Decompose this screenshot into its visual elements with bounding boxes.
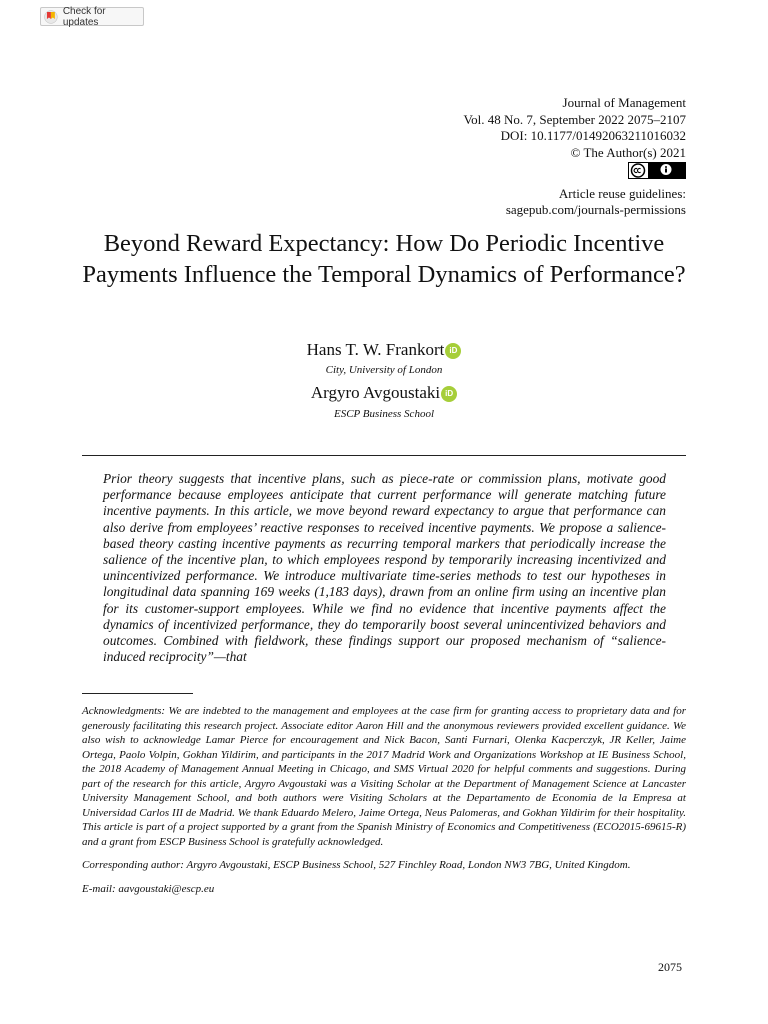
acknowledgments-note: Acknowledgments: We are indebted to the management and employees at the case firm for granting access to proprietary data and for generously facilitating this research project. Associate editor Aaron Hill and the anonymous reviewers provided excellent guidance. We also wish to acknowledge Lamar Pierce for encouragement and Nick Bacon, Santi Furnari, Olenka Kacperczyk, JR Keller, Jaime Ortega, Paolo Volpin, Gokhan Yildirim, and participants in the 2017 Madrid Work and Organizations Workshop at IE Business School, the 2018 Academy of Management Annual Meeting in Chicago, and SMS Virtual 2020 for helpful comments and suggestions. During part of the research for this article, Argyro Avgoustaki was a Visiting Scholar at the Department of Management Science at Lancaster University Management School, and both authors were Visiting Scholars at the Departamento de Economia de la Empresa at Universidad Carlos III de Madrid. We thank Eduardo Melero, Jaime Ortega, Neus Palomeras, and Gokhan Yildirim for their hospitality. This article is part of a project supported by a grant from the Spanish Ministry of Economics and Competitiveness (ECO2015-69615-R) and a grant from ESCP Business School is gratefully acknowledged. — [82, 705, 686, 848]
journal-name: Journal of Management — [562, 95, 686, 110]
author-name-1: Hans T. W. Frankort — [306, 340, 445, 359]
orcid-icon[interactable]: iD — [441, 386, 457, 402]
check-for-updates-button[interactable] — [40, 7, 144, 26]
author-block-2 — [0, 383, 768, 421]
orcid-icon[interactable]: iD — [445, 343, 461, 359]
email-note[interactable]: E-mail: aavgoustaki@escp.eu — [82, 882, 215, 895]
footnotes — [82, 704, 686, 905]
journal-info — [463, 95, 686, 219]
author-affiliation-2: ESCP Business School — [333, 408, 434, 420]
abstract-top-rule — [82, 455, 686, 456]
article-title: Beyond Reward Expectancy: How Do Periodic Incentive Payments Influence the Temporal Dynamics of Performance? — [82, 230, 686, 288]
journal-copyright: © The Author(s) 2021 — [570, 144, 686, 160]
journal-volume: Vol. 48 No. 7, September 2022 2075–2107 — [463, 111, 686, 127]
footnote-rule — [82, 693, 193, 694]
page-number: 2075 — [658, 960, 682, 974]
reuse-guidelines-link[interactable]: sagepub.com/journals-permissions — [505, 202, 686, 217]
check-for-updates-label: Check for updates — [62, 5, 106, 28]
journal-doi[interactable]: DOI: 10.1177/01492063211016032 — [500, 128, 686, 143]
reuse-guidelines-label: Article reuse guidelines: — [558, 185, 686, 201]
author-block-1 — [0, 340, 768, 377]
corresponding-author-note: Corresponding author: Argyro Avgoustaki, ESCP Business School, 527 Finchley Road, London NW3 7BG, United Kingdom. — [82, 859, 631, 871]
author-affiliation-1: City, University of London — [325, 364, 443, 376]
crossmark-icon — [44, 10, 58, 24]
creative-commons-by-icon[interactable] — [628, 162, 686, 179]
author-name-2: Argyro Avgoustaki — [310, 383, 441, 402]
abstract-text: Prior theory suggests that incentive plans, such as piece-rate or commission plans, motivate good performance because employees anticipate that current performance will generate matching future incentive payments. In this article, we move beyond reward expectancy to argue that performance can also derive from employees’ reactive responses to received incentive payments. We propose a salience-based theory casting incentive payments as recurring temporal markers that periodically increase the salience of the incentive plan, to which employees respond by temporarily increasing incentivized and unincentivized performance. We introduce multivariate time-series methods to test our hypotheses in longitudinal data spanning 169 weeks (1,183 days), drawn from an online firm using an incentive plan for its customer-support employees. While we find no evidence that incentive payments affect the dynamics of incentivized performance, they do temporarily boost several unincentivized behaviors and outcomes. Combined with fieldwork, these findings support our proposed mechanism of “salience-induced reciprocity”—that — [103, 471, 666, 665]
